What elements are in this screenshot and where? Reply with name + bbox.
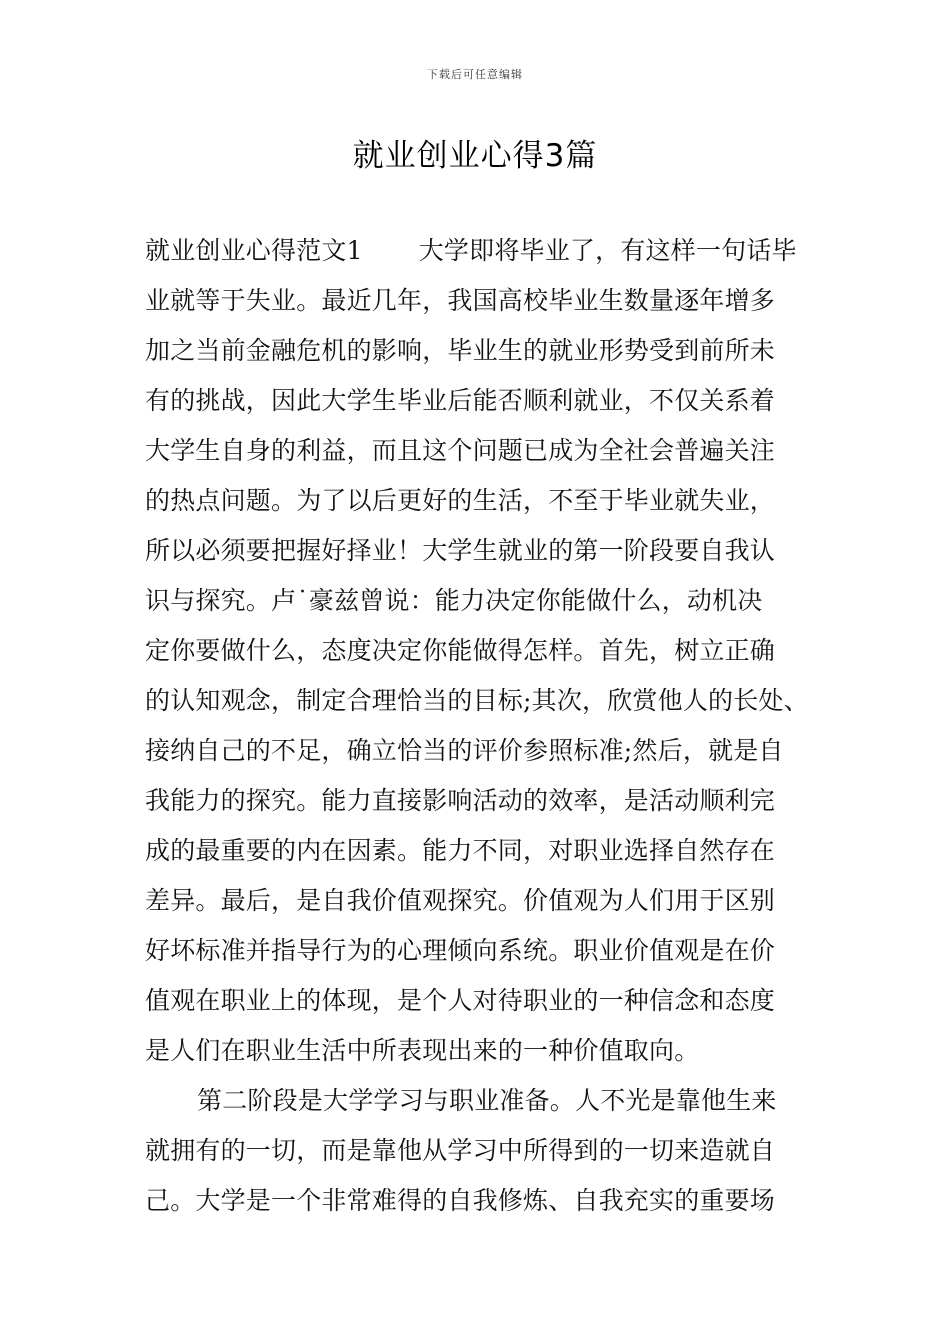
text-line: 己。大学是一个非常难得的自我修炼、自我充实的重要场 xyxy=(145,1186,776,1215)
text-line: 就拥有的一切，而是靠他从学习中所得到的一切来造就自 xyxy=(145,1136,776,1165)
text-line: 大学生自身的利益，而且这个问题已成为全社会普遍关注 xyxy=(145,436,776,465)
text-line: 值观在职业上的体现，是个人对待职业的一种信念和态度 xyxy=(145,986,776,1015)
header-note: 下载后可任意编辑 xyxy=(427,68,523,81)
paragraph-start-line: 第二阶段是大学学习与职业准备。人不光是靠他生来 xyxy=(197,1086,777,1115)
body-text xyxy=(145,226,825,1226)
text-line: 加之当前金融危机的影响，毕业生的就业形势受到前所未 xyxy=(145,336,776,365)
document-title: 就业创业心得3篇 xyxy=(352,138,598,174)
text-line: 有的挑战，因此大学生毕业后能否顺利就业，不仅关系着 xyxy=(145,386,776,415)
text-line: 成的最重要的内在因素。能力不同，对职业选择自然存在 xyxy=(145,836,776,865)
text-line: 好坏标准并指导行为的心理倾向系统。职业价值观是在价 xyxy=(145,936,776,965)
text-line: 业就等于失业。最近几年，我国高校毕业生数量逐年增多 xyxy=(145,286,776,315)
text-line: 是人们在职业生活中所表现出来的一种价值取向。 xyxy=(145,1036,700,1065)
section-label: 就业创业心得范文1 xyxy=(145,236,363,265)
text-line: 所以必须要把握好择业！大学生就业的第一阶段要自我认 xyxy=(145,536,776,565)
text-line: 差异。最后，是自我价值观探究。价值观为人们用于区别 xyxy=(145,886,776,915)
text-line: 我能力的探究。能力直接影响活动的效率，是活动顺利完 xyxy=(145,786,776,815)
text-line: 定你要做什么，态度决定你能做得怎样。首先，树立正确 xyxy=(145,636,776,665)
text-line xyxy=(145,226,825,276)
text-line: 的认知观念，制定合理恰当的目标;其次，欣赏他人的长处、 xyxy=(145,686,809,715)
text-line: 的热点问题。为了以后更好的生活，不至于毕业就失业， xyxy=(145,486,776,515)
text-line: 识与探究。卢˙豪兹曾说：能力决定你能做什么，动机决 xyxy=(145,586,763,615)
text-line-content: 大学即将毕业了，有这样一句话毕 xyxy=(418,236,797,265)
text-line: 接纳自己的不足，确立恰当的评价参照标准;然后，就是自 xyxy=(145,736,784,765)
